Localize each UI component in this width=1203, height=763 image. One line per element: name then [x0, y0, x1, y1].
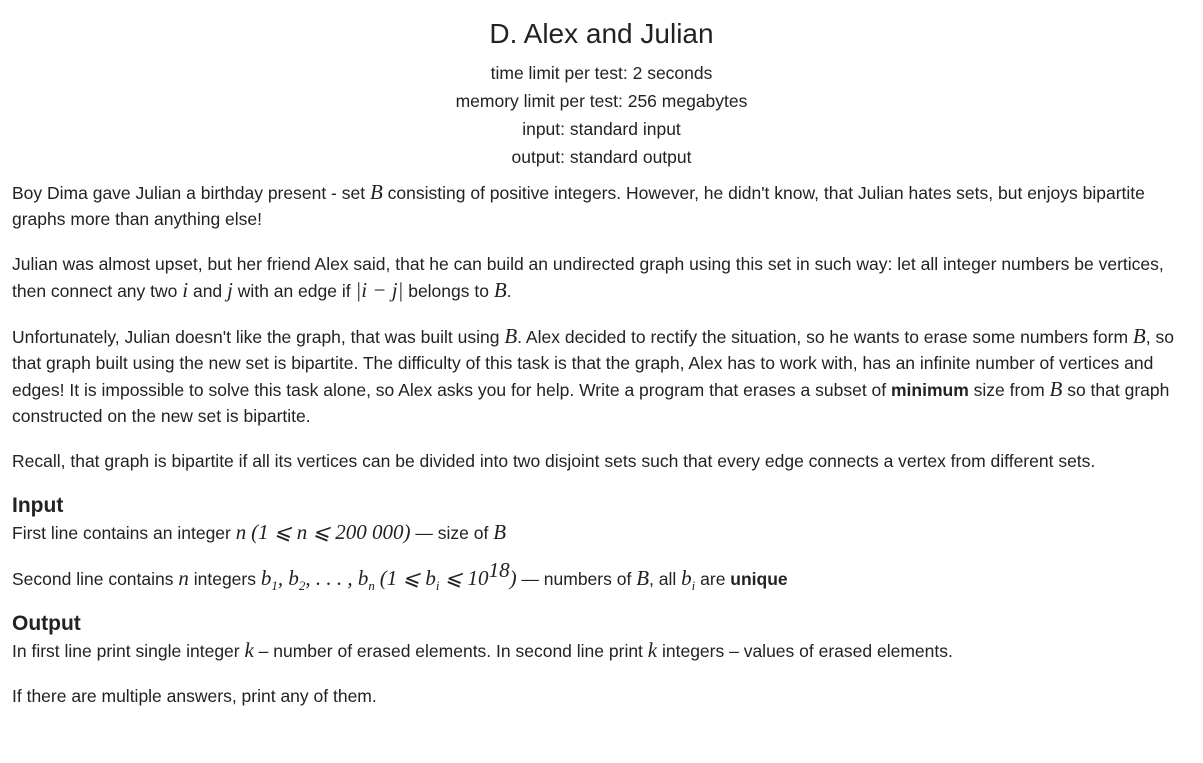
math-set-b: B: [369, 180, 383, 204]
math-b-list: $b_1$, $b_2$, . . . , $b_n$: [260, 566, 375, 594]
statement-paragraph-4: Recall, that graph is bipartite if all its vertices can be divided into two disjoint sets such that every edge connects a vertex from different sets.: [12, 451, 1096, 471]
text: — numbers of: [516, 569, 637, 589]
math-k: k: [647, 638, 658, 662]
math-set-b: B: [1049, 377, 1063, 401]
time-limit: time limit per test: 2 seconds: [490, 63, 713, 83]
math-j: j: [227, 278, 233, 302]
output-line-1: [12, 637, 1191, 664]
memory-limit: memory limit per test: 256 megabytes: [455, 91, 748, 111]
bold-text: minimum: [891, 380, 969, 400]
text: — size of: [410, 523, 494, 543]
math-set-b: B: [493, 520, 507, 544]
text: so that graph constructed on the new set is bipartite.: [12, 380, 1170, 426]
math-exponent: 18: [488, 558, 510, 582]
input-title: Input: [12, 494, 64, 517]
text: Unfortunately, Julian doesn't like the graph, that was built using: [12, 327, 505, 347]
bold-text: unique: [730, 569, 788, 589]
output-line-2: If there are multiple answers, print any of them.: [12, 686, 377, 706]
text: , so that graph built using the new set is bipartite. The difficulty of this task is that the graph, Alex has to work with, has an infinite number of vertices and edges! It is impossible to solve this task alone, so Alex asks you for help. Write a program that erases a subset of: [12, 327, 1174, 400]
math-set-b: B: [493, 278, 507, 302]
text: belongs to: [403, 281, 494, 301]
math-k: k: [244, 638, 254, 662]
statement-paragraph-2: Julian was almost upset, but her friend Alex said, that he can build an undirected graph using this set in such way: let all integer numbers be vertices, then connect any two i and j with an edge if |i − j| belongs to B.: [12, 254, 1164, 302]
text: In first line print single integer: [12, 641, 245, 661]
math-n-range: (1 ⩽ n ⩽ 200 000): [251, 520, 411, 544]
problem-title: D. Alex and Julian: [489, 18, 714, 49]
math-n: n: [178, 566, 189, 590]
text: . Alex decided to rectify the situation, so he wants to erase some numbers form: [517, 327, 1133, 347]
input-section: [12, 493, 1191, 592]
text: First line contains an integer: [12, 523, 236, 543]
text: integers: [188, 569, 261, 589]
input-line-1: [12, 519, 1191, 546]
text: integers – values of erased elements.: [657, 641, 953, 661]
output-section: [12, 611, 1191, 709]
text: , all: [649, 569, 682, 589]
math-i: i: [182, 278, 189, 302]
input-line-2: [12, 558, 1191, 594]
statement-paragraph-3: [12, 323, 1191, 429]
output-title: Output: [12, 612, 81, 635]
math-set-b: B: [1132, 324, 1146, 348]
math-bi: $b_i$: [681, 566, 696, 594]
text: Second line contains: [12, 569, 179, 589]
output-spec: output: standard output: [511, 147, 692, 167]
math-set-b: B: [636, 566, 650, 590]
text: Julian was almost upset, but her friend Alex said, that he can build an undirected graph using this set in such way: let all integer numbers be vertices, then connect any two: [12, 254, 1164, 301]
text: with an edge if: [232, 281, 356, 301]
text: – number of erased elements. In second line print: [253, 641, 648, 661]
text: and: [188, 281, 228, 301]
problem-header: [12, 0, 1191, 171]
statement-paragraph-1: [12, 179, 1191, 232]
input-spec: input: standard input: [522, 119, 681, 139]
math-n: n: [235, 520, 247, 544]
math-abs-diff: |i − j|: [355, 278, 404, 302]
math-b-range: (1 ⩽ $b_i$ ⩽ $10^{18}$): [379, 558, 517, 594]
text: consisting of positive integers. However, he didn't know, that Julian hates sets, but enjoys bipartite graphs more than anything else!: [12, 183, 1145, 229]
text: size from: [968, 380, 1050, 400]
problem-statement: [12, 179, 1191, 474]
text: Boy Dima gave Julian a birthday present - set: [12, 183, 370, 203]
text: are: [695, 569, 731, 589]
math-set-b: B: [504, 324, 518, 348]
